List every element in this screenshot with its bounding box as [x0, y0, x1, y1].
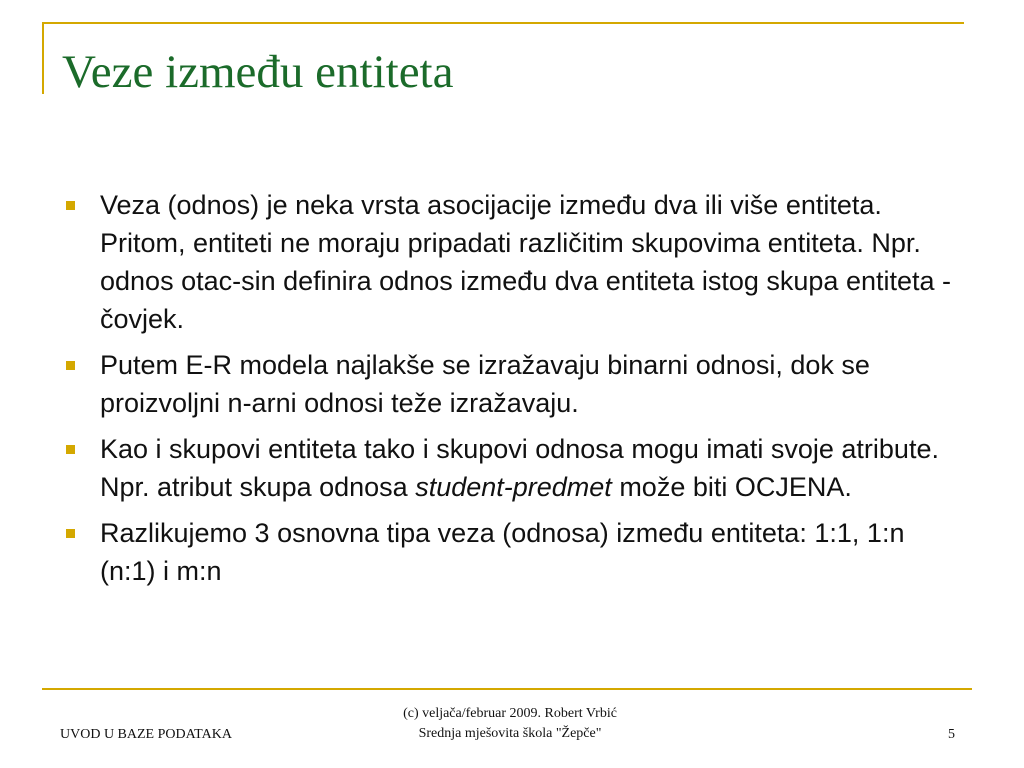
footer-divider — [42, 688, 972, 690]
footer-course-name: UVOD U BAZE PODATAKA — [60, 727, 232, 742]
bullet-text: Razlikujemo 3 osnovna tipa veza (odnosa) između entiteta: 1:1, 1:n (n:1) i m:n — [100, 518, 905, 586]
bullet-item — [66, 186, 966, 338]
bullet-emphasis: student-predmet — [415, 472, 612, 502]
bullet-text: Putem E-R modela najlakše se izražavaju binarni odnosi, dok se proizvoljni n-arni odnosi teže izražavaju. — [100, 350, 870, 418]
bullet-text-continued: može biti OCJENA. — [611, 472, 852, 502]
square-bullet-icon — [66, 529, 75, 538]
footer-copyright — [320, 704, 700, 744]
bullet-text: Veza (odnos) je neka vrsta asocijacije između dva ili više entiteta. Pritom, entiteti ne moraju pripadati različitim skupovima entiteta. Npr. odnos otac-sin definira odnos između dva entiteta istog skupa entiteta - čovjek. — [100, 190, 952, 334]
square-bullet-icon — [66, 361, 75, 370]
left-accent-line — [42, 22, 44, 94]
bullet-list — [66, 186, 966, 598]
page-number: 5 — [948, 727, 955, 742]
footer-copyright-line1: (c) veljača/februar 2009. Robert Vrbić — [403, 706, 617, 721]
top-accent-line — [42, 22, 964, 24]
bullet-item — [66, 346, 966, 422]
slide-title: Veze između entiteta — [62, 46, 454, 98]
square-bullet-icon — [66, 445, 75, 454]
bullet-item — [66, 430, 966, 506]
bullet-item — [66, 514, 966, 590]
square-bullet-icon — [66, 201, 75, 210]
footer-copyright-line2: Srednja mješovita škola "Žepče" — [418, 726, 602, 741]
bullet-text: Kao i skupovi entiteta tako i skupovi odnosa mogu imati svoje atribute. Npr. atribut skupa odnosa — [100, 434, 939, 502]
